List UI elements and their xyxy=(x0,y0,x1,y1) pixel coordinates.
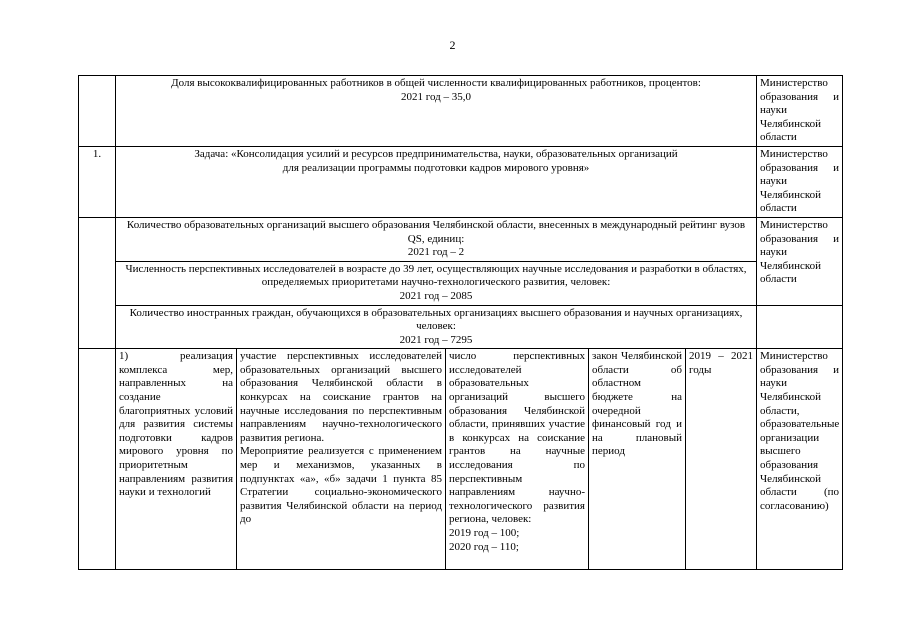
task-indicator-target: 2021 год – 2085 xyxy=(399,289,473,302)
activity-period: 2019 – 2021 годы xyxy=(686,349,757,570)
activity-result-text: число перспективных исследователей образовательных организаций высшего образования Челябинской области, принявших участие в конкурсах на соискание грантов на научные исследования по перспективным направлениям научно-технологического развития региона, человек: xyxy=(449,350,585,526)
activity-number-empty xyxy=(79,349,116,570)
task-indicator-text: Численность перспективных исследователей в возрасте до 39 лет, осуществляющих научные исследования и разработки в областях, определяемых приоритетами научно-технологического развития, человек: xyxy=(125,262,747,289)
activity-description-p2: Мероприятие реализуется с применением мер и механизмов, указанных в подпунктах «а», «б» задачи 1 пункта 85 Стратегии социально-экономического развития Челябинской области на период до xyxy=(240,445,442,526)
task-number: 1. xyxy=(79,146,116,217)
activity-name: 1) реализация комплекса мер, направленных на создание благоприятных условий для развития системы подготовки кадров мирового уровня по приоритетным направлениям развития науки и технологий xyxy=(116,349,237,570)
task-indicator-row xyxy=(79,261,843,305)
task-indicator-target: 2021 год – 2 xyxy=(407,246,465,259)
task-indicator-text: Количество иностранных граждан, обучающихся в образовательных организациях высшего образования и научных организациях, человек: xyxy=(129,306,743,333)
activity-funding: закон Челябинской области об областном бюджете на очередной финансовый год и на плановый период xyxy=(589,349,686,570)
activity-result-2019: 2019 год – 100; xyxy=(449,527,520,539)
indicator-responsible: Министерство образования и науки Челябинской области xyxy=(757,76,843,147)
activity-result-2020: 2020 год – 110; xyxy=(449,540,519,553)
activity-responsible: Министерство образования и науки Челябинской области, образовательные организации высшего образования Челябинской области (по согласованию) xyxy=(757,349,843,570)
task-indicator-row xyxy=(79,217,843,261)
page-number: 2 xyxy=(449,38,456,52)
task-indicator-text: Количество образовательных организаций высшего образования Челябинской области, внесенных в международный рейтинг вузов QS, единиц: xyxy=(126,218,746,245)
task-line-1: Задача: «Консолидация усилий и ресурсов предпринимательства, науки, образовательных организаций xyxy=(194,147,678,160)
task-responsible: Министерство образования и науки Челябинской области xyxy=(757,146,843,217)
task-indicator-row xyxy=(79,305,843,349)
task-indicator-cell xyxy=(116,217,757,261)
indicator-row xyxy=(79,76,843,147)
task-indicators-number-empty xyxy=(79,217,116,348)
task-indicator-target: 2021 год – 7295 xyxy=(399,333,473,346)
activity-description xyxy=(237,349,446,570)
task-cell xyxy=(116,146,757,217)
task-indicator-cell xyxy=(116,261,757,305)
task-indicator-cell xyxy=(116,305,757,349)
indicator-target: 2021 год – 35,0 xyxy=(401,90,472,103)
indicator-cell xyxy=(116,76,757,147)
indicator-text: Доля высококвалифицированных работников в общей численности квалифицированных работников, процентов: xyxy=(171,77,701,89)
number-cell-empty xyxy=(79,76,116,147)
activity-row xyxy=(79,349,843,570)
activity-description-p1: участие перспективных исследователей образовательных организаций высшего образования Челябинской области в конкурсах на соискание грантов на научные исследования по перспективным направлениям научно-технологического развития региона. xyxy=(240,350,442,444)
task-indicator-responsible-empty xyxy=(757,305,843,349)
task-row xyxy=(79,146,843,217)
task-line-2: для реализации программы подготовки кадров мирового уровня» xyxy=(282,161,590,174)
task-indicators-responsible: Министерство образования и науки Челябинской области xyxy=(757,217,843,305)
strategy-table xyxy=(78,75,843,570)
activity-result xyxy=(446,349,589,570)
